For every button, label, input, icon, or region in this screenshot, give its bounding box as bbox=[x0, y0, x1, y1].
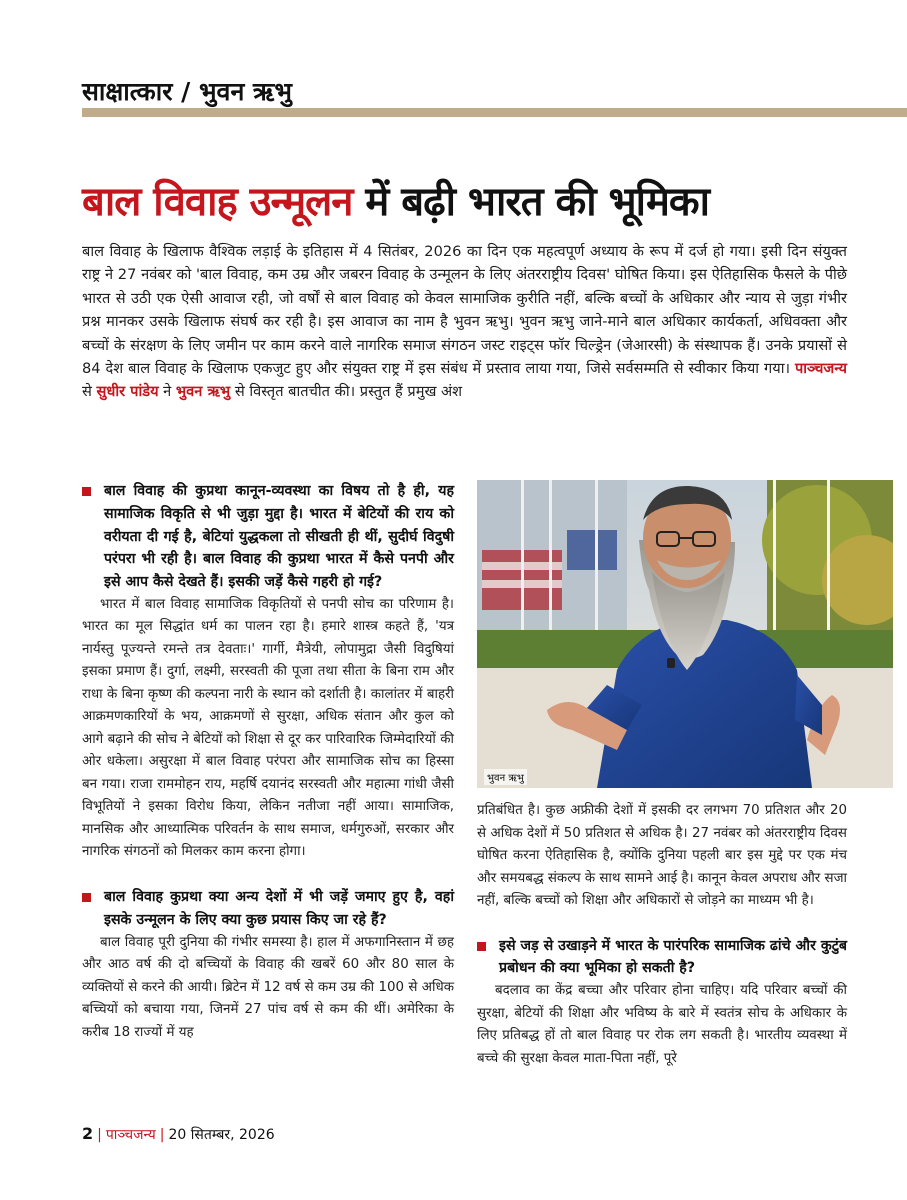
question-bullet-icon bbox=[82, 893, 91, 902]
reporter-name: सुधीर पांडेय bbox=[96, 383, 159, 401]
question-1-text: बाल विवाह की कुप्रथा कानून-व्यवस्था का विषय तो है ही, यह सामाजिक विकृति से भी जुड़ा मुद्दा है। भारत में बेटियों की राय को वरीयता दी गई है, बेटियां युद्धकला तो सीखती ही थीं, सुदीर्घ विदुषी परंपरा भी रही है। बाल विवाह की कुप्रथा भारत में कैसे पनपी और इसे आप कैसे देखते हैं। इसकी जड़ें कैसे गहरी हो गई? bbox=[104, 483, 454, 591]
interviewee-name: भुवन ऋभु bbox=[175, 383, 231, 401]
question-bullet-icon bbox=[82, 487, 91, 496]
right-column bbox=[477, 800, 847, 1070]
headline bbox=[82, 172, 882, 227]
section-rule bbox=[82, 108, 907, 117]
publication-name: पाञ्चजन्य bbox=[794, 360, 847, 378]
left-column bbox=[82, 480, 454, 1044]
section-heading: साक्षात्कार / भुवन ऋभु bbox=[82, 77, 292, 106]
photo-caption: भुवन ऋभु bbox=[484, 769, 527, 785]
headline-red-part: बाल विवाह उन्मूलन bbox=[82, 179, 353, 225]
answer-3: बदलाव का केंद्र बच्चा और परिवार होना चाहिए। यदि परिवार बच्चों की सुरक्षा, बेटियों की शिक्षा और भविष्य के बारे में स्वतंत्र सोच के अधिकार के लिए प्रतिबद्ध हों तो बाल विवाह पर रोक लग सकती है। भारतीय व्यवस्था में बच्चे की सुरक्षा केवल माता-पिता नहीं, पूरे bbox=[477, 983, 847, 1066]
intro-se: से bbox=[82, 383, 97, 401]
headline-black-part: में बढ़ी भारत की भूमिका bbox=[352, 179, 709, 225]
question-3 bbox=[477, 935, 847, 981]
question-1 bbox=[82, 480, 454, 594]
question-bullet-icon bbox=[477, 942, 486, 951]
question-3-text: इसे जड़ से उखाड़ने में भारत के पारंपरिक सामाजिक ढांचे और कुटुंब प्रबोधन की क्या भूमिका हो सकती है? bbox=[499, 937, 847, 977]
question-2-text: बाल विवाह कुप्रथा क्या अन्य देशों में भी जड़ें जमाए हुए है, वहां इसके उन्मूलन के लिए क्या कुछ प्रयास किए जा रहे हैं? bbox=[104, 888, 454, 928]
intro-tail: से विस्तृत बातचीत की। प्रस्तुत हैं प्रमुख अंश bbox=[230, 383, 463, 401]
intro-paragraph bbox=[82, 240, 847, 404]
intro-text: बाल विवाह के खिलाफ वैश्विक लड़ाई के इतिहास में 4 सितंबर, 2026 का दिन एक महत्वपूर्ण अध्याय के रूप में दर्ज हो गया। इसी दिन संयुक्त राष्ट्र ने 27 नवंबर को 'बाल विवाह, कम उम्र और जबरन विवाह के उन्मूलन के लिए अंतरराष्ट्रीय दिवस' घोषित किया। इस ऐतिहासिक फैसले के पीछे भारत से उठी एक ऐसी आवाज रही, जो वर्षों से बाल विवाह को केवल सामाजिक कुरीति नहीं, बल्कि बच्चों के अधिकार और न्याय से जुड़ा गंभीर प्रश्न मानकर उसके खिलाफ संघर्ष कर रही है। इस आवाज का नाम है भुवन ऋभु। भुवन ऋभु जाने-माने बाल अधिकार कार्यकर्ता, अधिवक्ता और बच्चों के संरक्षण के लिए जमीन पर काम करने वाले नागरिक समाज संगठन जस्ट राइट्स फॉर चिल्ड्रेन (जेआरसी) के संस्थापक हैं। उनके प्रयासों से 84 देश बाल विवाह के खिलाफ एकजुट हुए और संयुक्त राष्ट्र में इस संबंध में प्रस्ताव लाया गया, जिसे सर्वसम्मति से स्वीकार किया गया। bbox=[82, 243, 847, 378]
footer-magazine: पाञ्चजन्य bbox=[105, 1127, 156, 1143]
intro-ne: ने bbox=[158, 383, 172, 401]
answer-2-continued: प्रतिबंधित है। कुछ अफ्रीकी देशों में इसकी दर लगभग 70 प्रतिशत और 20 से अधिक देशों में 50 प्रतिशत से अधिक है। 27 नवंबर को अंतरराष्ट्रीय दिवस घोषित करना ऐतिहासिक है, क्योंकि दुनिया पहली बार इस मुद्दे पर एक मंच और समयबद्ध संकल्प के साथ सामने आई है। कानून केवल अपराध और सजा नहीं, बल्कि बच्चों को शिक्षा और अधिकारों से जोड़ने का माध्यम भी है। bbox=[477, 803, 847, 908]
answer-1: भारत में बाल विवाह सामाजिक विकृतियों से पनपी सोच का परिणाम है। भारत का मूल सिद्धांत धर्म का पालन रहा है। हमारे शास्त्र कहते हैं, 'यत्र नार्यस्तु पूज्यन्ते रमन्ते तत्र देवताः।' गार्गी, मैत्रेयी, लोपामुद्रा जैसी विदुषियां इसका प्रमाण हैं। दुर्गा, लक्ष्मी, सरस्वती की पूजा तथा सीता के बिना राम और राधा के बिना कृष्ण की कल्पना नारी के स्थान को दर्शाती है। कालांतर में बाहरी आक्रमणकारियों के भय, आक्रमणों से सुरक्षा, अधिक संतान और कुल को आगे बढ़ाने की सोच ने बेटियों को शिक्षा से दूर कर पारिवारिक जिम्मेदारियों की ओर धकेला। असुरक्षा में बाल विवाह परंपरा और सामाजिक सोच का हिस्सा बन गया। राजा राममोहन राय, महर्षि दयानंद सरस्वती और महात्मा गांधी जैसी विभूतियों ने इसका विरोध किया, लेकिन नतीजा नहीं आया। सामाजिक, मानसिक और आध्यात्मिक परिवर्तन के साथ समाज, धर्मगुरुओं, सरकार और नागरिक संगठनों को मिलकर काम करना होगा। bbox=[82, 596, 454, 860]
footer-date: 20 सितम्बर, 2026 bbox=[168, 1127, 275, 1143]
answer-2: बाल विवाह पूरी दुनिया की गंभीर समस्या है। हाल में अफगानिस्तान में छह और आठ वर्ष की दो बच्चियों के विवाह की खबरें 60 और 80 साल के व्यक्तियों से करने की आयी। ब्रिटेन में 12 वर्ष से कम उम्र की 100 से अधिक बच्चियों को बचाया गया, जिनमें 27 पांच वर्ष से कम की थीं। अमेरिका के करीब 18 राज्यों में यह bbox=[82, 934, 454, 1040]
page-footer: 2 | पाञ्चजन्य | 20 सितम्बर, 2026 bbox=[82, 1124, 275, 1143]
question-2 bbox=[82, 886, 454, 932]
page-number: 2 bbox=[82, 1124, 94, 1143]
portrait-photo bbox=[477, 480, 893, 788]
